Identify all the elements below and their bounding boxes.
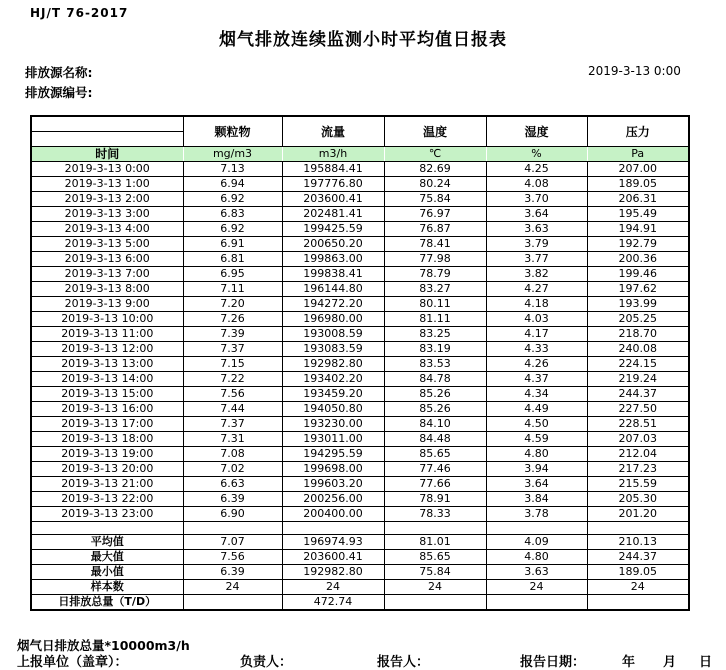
table-row	[31, 162, 689, 177]
col-header-flow: 流量	[282, 116, 384, 147]
unit-temperature: ℃	[384, 147, 486, 162]
unit-humidity: %	[486, 147, 587, 162]
value-cell: 7.37	[183, 417, 282, 432]
value-cell: 189.05	[587, 177, 689, 192]
value-cell: 7.02	[183, 462, 282, 477]
empty-cell	[183, 522, 282, 535]
time-cell: 2019-3-13 10:00	[31, 312, 183, 327]
value-cell: 7.44	[183, 402, 282, 417]
value-cell: 203600.41	[282, 550, 384, 565]
year-label: 年	[622, 655, 636, 670]
table-row	[31, 402, 689, 417]
value-cell: 472.74	[282, 595, 384, 611]
time-cell: 2019-3-13 20:00	[31, 462, 183, 477]
table-row	[31, 372, 689, 387]
value-cell: 193402.20	[282, 372, 384, 387]
time-cell: 2019-3-13 13:00	[31, 357, 183, 372]
value-cell: 24	[587, 580, 689, 595]
value-cell: 7.26	[183, 312, 282, 327]
empty-cell	[282, 522, 384, 535]
time-cell: 2019-3-13 22:00	[31, 492, 183, 507]
unit-flow: m3/h	[282, 147, 384, 162]
table-row	[31, 342, 689, 357]
value-cell: 3.64	[486, 207, 587, 222]
table-row	[31, 207, 689, 222]
report-date-label: 报告日期：	[520, 655, 586, 670]
page-title: 烟气排放连续监测小时平均值日报表	[219, 30, 507, 50]
value-cell: 75.84	[384, 192, 486, 207]
time-cell: 2019-3-13 23:00	[31, 507, 183, 522]
value-cell: 7.39	[183, 327, 282, 342]
value-cell: 203600.41	[282, 192, 384, 207]
source-name-label: 排放源名称:	[25, 65, 93, 80]
time-cell: 2019-3-13 14:00	[31, 372, 183, 387]
value-cell: 4.37	[486, 372, 587, 387]
report-table	[30, 115, 690, 611]
time-cell: 2019-3-13 17:00	[31, 417, 183, 432]
value-cell: 240.08	[587, 342, 689, 357]
value-cell: 224.15	[587, 357, 689, 372]
value-cell: 192982.80	[282, 565, 384, 580]
value-cell: 3.77	[486, 252, 587, 267]
value-cell: 4.17	[486, 327, 587, 342]
value-cell	[384, 595, 486, 611]
report-unit-label: 上报单位（盖章）：	[17, 655, 128, 670]
day-label: 日	[699, 655, 713, 670]
value-cell: 196144.80	[282, 282, 384, 297]
unit-particulate: mg/m3	[183, 147, 282, 162]
time-header: 时间	[31, 147, 183, 162]
value-cell: 4.03	[486, 312, 587, 327]
value-cell: 3.63	[486, 565, 587, 580]
time-header-blank-top	[31, 116, 183, 132]
value-cell: 194050.80	[282, 402, 384, 417]
value-cell: 4.80	[486, 550, 587, 565]
time-cell: 2019-3-13 1:00	[31, 177, 183, 192]
value-cell: 195.49	[587, 207, 689, 222]
summary-row	[31, 550, 689, 565]
unit-pressure: Pa	[587, 147, 689, 162]
time-cell: 2019-3-13 12:00	[31, 342, 183, 357]
value-cell: 4.27	[486, 282, 587, 297]
value-cell: 78.41	[384, 237, 486, 252]
responsible-label: 负责人：	[240, 655, 293, 670]
value-cell: 199863.00	[282, 252, 384, 267]
time-cell: 2019-3-13 6:00	[31, 252, 183, 267]
table-row	[31, 177, 689, 192]
value-cell	[183, 595, 282, 611]
value-cell: 212.04	[587, 447, 689, 462]
value-cell: 7.08	[183, 447, 282, 462]
empty-row	[31, 522, 689, 535]
value-cell: 85.26	[384, 402, 486, 417]
value-cell: 4.26	[486, 357, 587, 372]
value-cell: 84.10	[384, 417, 486, 432]
summary-row	[31, 535, 689, 550]
value-cell: 205.30	[587, 492, 689, 507]
value-cell: 4.80	[486, 447, 587, 462]
value-cell: 3.78	[486, 507, 587, 522]
value-cell: 85.26	[384, 387, 486, 402]
table-row	[31, 462, 689, 477]
value-cell: 83.53	[384, 357, 486, 372]
value-cell: 77.98	[384, 252, 486, 267]
value-cell: 215.59	[587, 477, 689, 492]
col-header-particulate: 颗粒物	[183, 116, 282, 147]
table-row	[31, 327, 689, 342]
value-cell: 244.37	[587, 387, 689, 402]
value-cell: 85.65	[384, 550, 486, 565]
value-cell: 85.65	[384, 447, 486, 462]
summary-row	[31, 595, 689, 611]
table-row	[31, 477, 689, 492]
value-cell: 218.70	[587, 327, 689, 342]
value-cell: 193011.00	[282, 432, 384, 447]
value-cell: 4.09	[486, 535, 587, 550]
value-cell: 3.79	[486, 237, 587, 252]
value-cell: 205.25	[587, 312, 689, 327]
table-row	[31, 357, 689, 372]
value-cell: 7.13	[183, 162, 282, 177]
value-cell: 206.31	[587, 192, 689, 207]
value-cell: 4.33	[486, 342, 587, 357]
time-cell: 2019-3-13 18:00	[31, 432, 183, 447]
value-cell: 24	[486, 580, 587, 595]
value-cell: 3.63	[486, 222, 587, 237]
value-cell: 84.78	[384, 372, 486, 387]
value-cell: 199.46	[587, 267, 689, 282]
table-row	[31, 282, 689, 297]
value-cell: 193459.20	[282, 387, 384, 402]
summary-label: 样本数	[31, 580, 183, 595]
report-datetime: 2019-3-13 0:00	[588, 64, 681, 78]
value-cell: 200256.00	[282, 492, 384, 507]
empty-cell	[31, 522, 183, 535]
value-cell: 189.05	[587, 565, 689, 580]
value-cell: 24	[384, 580, 486, 595]
table-row	[31, 252, 689, 267]
time-cell: 2019-3-13 3:00	[31, 207, 183, 222]
value-cell: 196974.93	[282, 535, 384, 550]
table-row	[31, 237, 689, 252]
value-cell: 81.01	[384, 535, 486, 550]
time-cell: 2019-3-13 0:00	[31, 162, 183, 177]
value-cell: 3.84	[486, 492, 587, 507]
time-cell: 2019-3-13 4:00	[31, 222, 183, 237]
value-cell: 193083.59	[282, 342, 384, 357]
value-cell: 6.92	[183, 222, 282, 237]
value-cell: 76.87	[384, 222, 486, 237]
value-cell: 76.97	[384, 207, 486, 222]
value-cell	[587, 595, 689, 611]
table-row	[31, 492, 689, 507]
empty-cell	[486, 522, 587, 535]
empty-cell	[587, 522, 689, 535]
value-cell: 4.25	[486, 162, 587, 177]
value-cell: 4.50	[486, 417, 587, 432]
value-cell: 6.95	[183, 267, 282, 282]
value-cell: 24	[282, 580, 384, 595]
value-cell: 197776.80	[282, 177, 384, 192]
value-cell: 196980.00	[282, 312, 384, 327]
value-cell: 7.20	[183, 297, 282, 312]
value-cell: 7.11	[183, 282, 282, 297]
table-row	[31, 432, 689, 447]
col-header-pressure: 压力	[587, 116, 689, 147]
value-cell: 227.50	[587, 402, 689, 417]
value-cell: 7.31	[183, 432, 282, 447]
value-cell: 82.69	[384, 162, 486, 177]
value-cell: 4.59	[486, 432, 587, 447]
time-cell: 2019-3-13 8:00	[31, 282, 183, 297]
value-cell: 77.66	[384, 477, 486, 492]
table-row	[31, 267, 689, 282]
header-row	[31, 116, 689, 132]
value-cell: 6.91	[183, 237, 282, 252]
value-cell: 3.94	[486, 462, 587, 477]
value-cell: 83.25	[384, 327, 486, 342]
month-label: 月	[663, 655, 677, 670]
value-cell: 199838.41	[282, 267, 384, 282]
col-header-temperature: 温度	[384, 116, 486, 147]
time-cell: 2019-3-13 5:00	[31, 237, 183, 252]
footer-note: 烟气日排放总量*10000m3/h	[17, 638, 190, 653]
value-cell: 6.81	[183, 252, 282, 267]
value-cell: 7.07	[183, 535, 282, 550]
value-cell: 195884.41	[282, 162, 384, 177]
time-cell: 2019-3-13 16:00	[31, 402, 183, 417]
value-cell: 200.36	[587, 252, 689, 267]
value-cell: 6.83	[183, 207, 282, 222]
value-cell: 193.99	[587, 297, 689, 312]
value-cell: 83.19	[384, 342, 486, 357]
time-cell: 2019-3-13 7:00	[31, 267, 183, 282]
summary-label: 平均值	[31, 535, 183, 550]
value-cell: 4.49	[486, 402, 587, 417]
value-cell: 217.23	[587, 462, 689, 477]
value-cell: 4.34	[486, 387, 587, 402]
empty-cell	[384, 522, 486, 535]
value-cell: 6.63	[183, 477, 282, 492]
value-cell: 207.03	[587, 432, 689, 447]
value-cell: 3.70	[486, 192, 587, 207]
summary-label: 日排放总量（T/D）	[31, 595, 183, 611]
value-cell: 75.84	[384, 565, 486, 580]
value-cell: 199425.59	[282, 222, 384, 237]
table-row	[31, 312, 689, 327]
table-row	[31, 192, 689, 207]
value-cell: 80.24	[384, 177, 486, 192]
value-cell: 197.62	[587, 282, 689, 297]
summary-rows	[31, 535, 689, 611]
value-cell: 6.39	[183, 565, 282, 580]
value-cell: 77.46	[384, 462, 486, 477]
time-header-blank-bottom	[31, 132, 183, 147]
value-cell: 80.11	[384, 297, 486, 312]
value-cell: 193008.59	[282, 327, 384, 342]
value-cell: 4.08	[486, 177, 587, 192]
separator	[31, 522, 689, 535]
source-code-label: 排放源编号:	[25, 85, 93, 100]
value-cell: 7.56	[183, 387, 282, 402]
col-header-humidity: 湿度	[486, 116, 587, 147]
value-cell: 4.18	[486, 297, 587, 312]
value-cell: 210.13	[587, 535, 689, 550]
units-row	[31, 147, 689, 162]
table-row	[31, 387, 689, 402]
value-cell: 7.37	[183, 342, 282, 357]
value-cell: 81.11	[384, 312, 486, 327]
time-cell: 2019-3-13 2:00	[31, 192, 183, 207]
summary-row	[31, 565, 689, 580]
value-cell: 78.91	[384, 492, 486, 507]
time-cell: 2019-3-13 11:00	[31, 327, 183, 342]
value-cell: 24	[183, 580, 282, 595]
summary-label: 最大值	[31, 550, 183, 565]
value-cell: 6.39	[183, 492, 282, 507]
value-cell: 192982.80	[282, 357, 384, 372]
time-cell: 2019-3-13 21:00	[31, 477, 183, 492]
value-cell: 199698.00	[282, 462, 384, 477]
time-cell: 2019-3-13 19:00	[31, 447, 183, 462]
value-cell: 207.00	[587, 162, 689, 177]
reporter-label: 报告人：	[377, 655, 430, 670]
value-cell: 7.22	[183, 372, 282, 387]
value-cell: 193230.00	[282, 417, 384, 432]
value-cell: 78.33	[384, 507, 486, 522]
value-cell: 192.79	[587, 237, 689, 252]
table-row	[31, 417, 689, 432]
value-cell: 7.15	[183, 357, 282, 372]
value-cell: 228.51	[587, 417, 689, 432]
summary-label: 最小值	[31, 565, 183, 580]
standard-code: HJ/T 76-2017	[30, 6, 129, 20]
table-row	[31, 297, 689, 312]
value-cell: 200650.20	[282, 237, 384, 252]
summary-row	[31, 580, 689, 595]
value-cell: 7.56	[183, 550, 282, 565]
value-cell: 84.48	[384, 432, 486, 447]
value-cell: 3.64	[486, 477, 587, 492]
value-cell: 199603.20	[282, 477, 384, 492]
value-cell: 78.79	[384, 267, 486, 282]
value-cell: 194295.59	[282, 447, 384, 462]
time-cell: 2019-3-13 15:00	[31, 387, 183, 402]
value-cell: 6.92	[183, 192, 282, 207]
value-cell: 194272.20	[282, 297, 384, 312]
table-row	[31, 447, 689, 462]
value-cell: 202481.41	[282, 207, 384, 222]
value-cell: 6.90	[183, 507, 282, 522]
table-row	[31, 222, 689, 237]
data-rows	[31, 162, 689, 522]
value-cell: 83.27	[384, 282, 486, 297]
value-cell: 201.20	[587, 507, 689, 522]
time-cell: 2019-3-13 9:00	[31, 297, 183, 312]
value-cell: 6.94	[183, 177, 282, 192]
value-cell	[486, 595, 587, 611]
value-cell: 219.24	[587, 372, 689, 387]
table-row	[31, 507, 689, 522]
value-cell: 194.91	[587, 222, 689, 237]
value-cell: 244.37	[587, 550, 689, 565]
value-cell: 3.82	[486, 267, 587, 282]
value-cell: 200400.00	[282, 507, 384, 522]
